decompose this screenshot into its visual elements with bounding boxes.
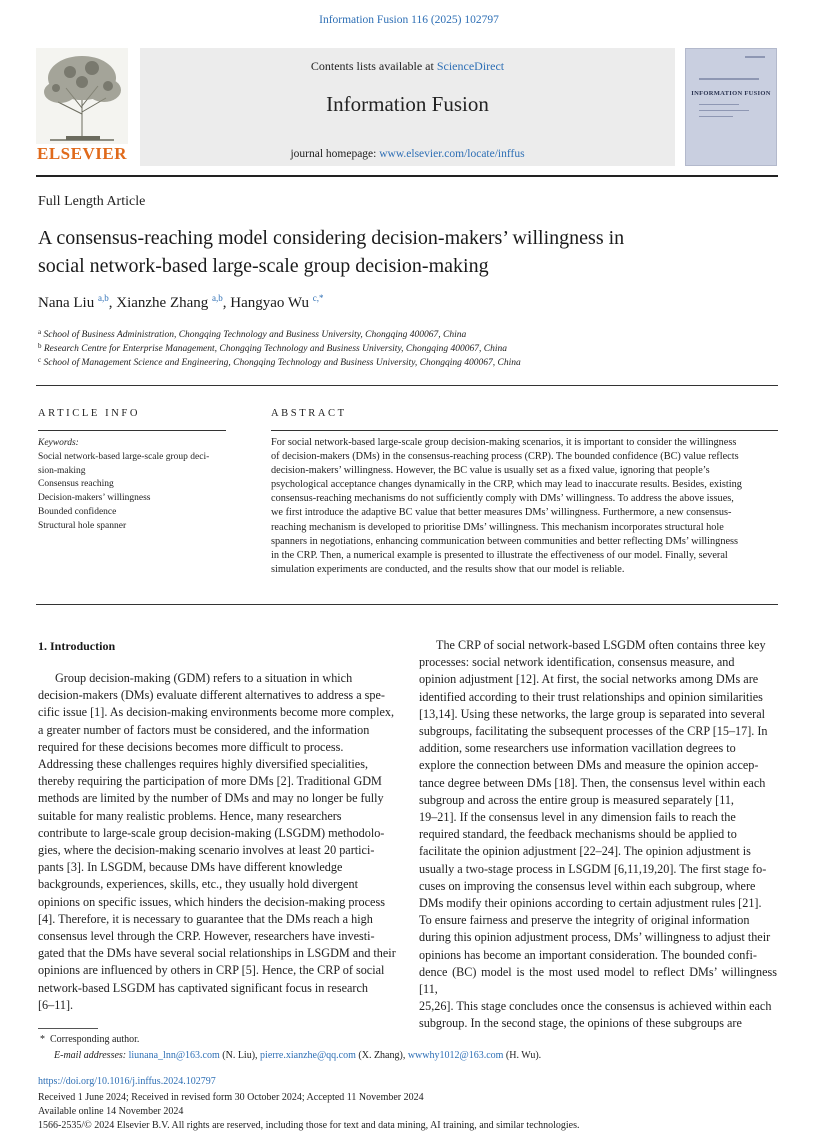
author-list: Nana Liu $^{a,b}$, Xianzhe Zhang $^{a,b}$, Hangyao Wu $^{c,*}$ xyxy=(38,293,324,311)
abstract-line: in the CRP. Then, a numerical example is presented to illustrate the effectiveness of our model. Finally, several xyxy=(271,549,728,561)
cover-line xyxy=(699,78,759,80)
affiliation-text: School of Management Science and Engineering, Chongqing Technology and Business University, Chongqing 400067, China xyxy=(43,358,521,368)
abstract-heading: ABSTRACT xyxy=(271,408,347,419)
body-line: 25,26]. This stage concludes once the consensus is achieved within each xyxy=(419,999,772,1014)
affiliation-mark: b xyxy=(38,342,42,350)
body-line: during this opinion adjustment process, DMs’ willingness to adjust their xyxy=(419,930,771,945)
doi-link[interactable]: https://doi.org/10.1016/j.inffus.2024.102797 xyxy=(38,1076,216,1087)
body-line: The CRP of social network-based LSGDM often contains three key xyxy=(436,638,766,652)
cover-line xyxy=(699,110,749,111)
body-line: required standard, the feedback mechanisms should be applied to xyxy=(419,827,737,842)
body-line: identified according to their trust relationships and opinion similarities xyxy=(419,689,763,704)
affiliation xyxy=(38,356,521,368)
email-owner: (H. Wu). xyxy=(505,1050,542,1061)
body-line: pants [3]. In LSGDM, because DMs have different knowledge xyxy=(38,860,343,875)
journal-homepage xyxy=(140,148,675,160)
homepage-link[interactable]: www.elsevier.com/locate/inffus xyxy=(379,148,525,160)
author-affiliation-mark[interactable]: c,* xyxy=(312,293,324,303)
body-line: 19–21]. If the consensus level in any dimension fails to reach the xyxy=(419,810,736,825)
affiliation-text: Research Centre for Enterprise Management, Chongqing Technology and Business University, Chongqing 400067, China xyxy=(43,344,507,354)
abstract-line: we first introduce the adaptive BC value that better measures DMs’ willingness. Furthermore, a new consensus- xyxy=(271,507,732,519)
journal-reference[interactable]: Information Fusion 116 (2025) 102797 xyxy=(319,14,499,26)
body-line: a greater number of factors must be considered, and the information xyxy=(38,722,370,737)
email-owner: (X. Zhang), xyxy=(358,1050,406,1061)
introduction-right-column xyxy=(419,637,777,1033)
abstract-line: consensus-reaching mechanisms do not sufficiently comply with DMs’ willingness. To address the above issues, xyxy=(271,493,734,505)
body-line: subgroup and across the entire group is measured separately [11, xyxy=(419,792,734,807)
journal-banner xyxy=(140,48,675,166)
body-line: contribute to large-scale group decision-making (LSGDM) methodolo- xyxy=(38,825,385,840)
body-line: opinions has become an important consideration. The bounded confi- xyxy=(419,947,757,962)
body-line: suitable for many realistic problems. Hence, many researchers xyxy=(38,808,342,823)
body-line: explore the connection between DMs and measure the opinion accep- xyxy=(419,758,759,773)
body-line: backgrounds, experiences, skills, etc., they usually hold divergent xyxy=(38,877,358,892)
author-affiliation-mark[interactable]: a,b xyxy=(212,293,223,303)
abstract-line: decision-makers’ willingness. However, the BC value is usually set as a fixed value, ignoring that people’s xyxy=(271,465,710,477)
abstract-line: simulation experiments are conducted, and the results show that our model is reliable. xyxy=(271,563,625,575)
introduction-left-column xyxy=(38,670,400,1014)
keyword-item[interactable]: Consensus reaching xyxy=(38,479,114,490)
body-line: gies, where the decision-making scenario involves at least 20 partici- xyxy=(38,843,375,858)
keyword-list xyxy=(38,451,228,533)
body-line: opinion adjustment [12]. At first, the social networks among DMs are xyxy=(419,672,759,687)
copyright-line: 1566-2535/© 2024 Elsevier B.V. All rights are reserved, including those for text and data mining, AI training, and similar technologies. xyxy=(38,1120,580,1131)
email-link[interactable]: pierre.xianzhe@qq.com xyxy=(260,1050,356,1061)
section-rule xyxy=(36,385,778,386)
body-line: usually a two-stage process in LSGDM [6,11,19,20]. The first stage fo- xyxy=(419,861,767,876)
body-line: [4]. Therefore, it is necessary to guarantee that the DMs reach a high xyxy=(38,911,373,926)
cover-title: INFORMATION FUSION xyxy=(691,90,771,97)
article-type: Full Length Article xyxy=(38,194,146,209)
keyword-item[interactable]: Bounded confidence xyxy=(38,506,117,517)
keyword-item[interactable]: Decision-makers’ willingness xyxy=(38,493,151,504)
body-line: decision-makers (DMs) evaluate different alternatives to address a spe- xyxy=(38,688,385,703)
sciencedirect-link[interactable]: ScienceDirect xyxy=(436,59,505,73)
cover-line xyxy=(745,56,765,58)
email-link[interactable]: wwwhy1012@163.com xyxy=(407,1050,504,1061)
abstract-line: of decision-makers (DMs) in the consensus-reaching process (CRP). The bounded confidence (BC) value reflects xyxy=(271,451,739,463)
affiliation xyxy=(38,328,466,340)
body-line: facilitate the opinion adjustment [22–24]. The opinion adjustment is xyxy=(419,844,751,859)
journal-title: Information Fusion xyxy=(326,92,489,116)
body-line: subgroup. In the second stage, the opinions of these subgroups are xyxy=(419,1016,742,1031)
abstract-line: psychological acceptance changes dynamically in the CRP, which may lead to inaccurate results. Besides, existing xyxy=(271,479,742,491)
body-line: required for these decisions becomes more difficult to process. xyxy=(38,739,344,754)
contents-prefix: Contents lists available at xyxy=(310,59,434,73)
footnote-mark: * xyxy=(40,1034,45,1045)
keywords-label: Keywords: xyxy=(38,438,79,448)
abstract-line: spanners in negotiations, enhancing communication between communities and better reflecting DMs’ willingness xyxy=(271,535,739,547)
body-line: consensus level through the CRP. However, researchers have investi- xyxy=(38,929,375,944)
author-name[interactable]: Hangyao Wu xyxy=(230,295,309,311)
title-line: social network-based large-scale group decision-making xyxy=(38,255,489,277)
body-line: gated that the DMs have several social relationships in LSGDM and their xyxy=(38,946,396,961)
body-line: subgroups, facilitating the subsequent processes of the CRP [15–17]. In xyxy=(419,724,768,739)
cover-line xyxy=(699,116,733,117)
body-line: opinions are influenced by others in CRP [5]. Hence, the CRP of social xyxy=(38,963,385,978)
body-line: Addressing these challenges requires highly diversified specialities, xyxy=(38,757,368,772)
elsevier-logo xyxy=(36,48,128,166)
email-addresses xyxy=(54,1050,541,1061)
body-line: DMs modify their opinions according to certain adjustment rules [21]. xyxy=(419,896,762,911)
cover-background xyxy=(685,48,777,166)
body-line: network-based LSGDM has captivated significant focus in research xyxy=(38,980,368,995)
abstract-rule xyxy=(271,430,778,431)
email-link[interactable]: liunana_lnn@163.com xyxy=(128,1050,220,1061)
elsevier-tree-icon xyxy=(36,48,128,144)
keyword-item[interactable]: Social network-based large-scale group deci- xyxy=(38,452,210,462)
article-info-rule xyxy=(38,430,226,431)
body-line: addition, some researchers use information vacillation degrees to xyxy=(419,741,736,756)
affiliation xyxy=(38,342,507,354)
abstract-line: For social network-based large-scale group decision-making scenarios, it is important to consider the willingness xyxy=(271,437,737,448)
footnote-rule xyxy=(38,1028,98,1029)
body-line: [13,14]. Using these networks, the large group is separated into several xyxy=(419,706,766,721)
body-line: methods are limited by the number of DMs and may no longer be fully xyxy=(38,791,384,806)
affiliation-text: School of Business Administration, Chongqing Technology and Business University, Chongqing 400067, China xyxy=(43,330,467,340)
header-rule xyxy=(36,175,778,177)
article-title xyxy=(38,224,738,280)
body-line: [6–11]. xyxy=(38,997,74,1012)
online-date: Available online 14 November 2024 xyxy=(38,1106,184,1117)
contents-availability xyxy=(140,59,675,74)
abstract-line: reaching mechanism is developed to prioritise DMs’ willingness. This mechanism incorporates structural hole xyxy=(271,521,724,533)
cover-line xyxy=(699,104,739,105)
abstract-body xyxy=(271,436,778,577)
keyword-item[interactable]: Structural hole spanner xyxy=(38,520,127,531)
body-line: To ensure fairness and preserve the integrity of original information xyxy=(419,913,750,928)
homepage-prefix: journal homepage: xyxy=(290,148,377,160)
author-affiliation-mark[interactable]: a,b xyxy=(97,293,109,303)
affiliation-mark: c xyxy=(38,356,42,364)
corresponding-author-note xyxy=(40,1034,139,1045)
elsevier-wordmark: ELSEVIER xyxy=(37,144,127,163)
keyword-item[interactable]: sion-making xyxy=(38,465,86,476)
body-line: opinions on specific issues, which hinders the decision-making process xyxy=(38,894,385,909)
email-label: E-mail addresses: xyxy=(54,1050,127,1061)
journal-cover-thumbnail[interactable] xyxy=(685,48,777,166)
body-line: dence (BC) model is the most used model to reflect DMs’ willingness [11, xyxy=(419,964,777,997)
body-line: Group decision-making (GDM) refers to a situation in which xyxy=(55,671,353,685)
author-name[interactable]: Xianzhe Zhang xyxy=(116,295,209,311)
article-info-heading: ARTICLE INFO xyxy=(38,408,141,419)
body-line: cific issue [1]. As decision-making environments become more complex, xyxy=(38,705,395,720)
article-history: Received 1 June 2024; Received in revised form 30 October 2024; Accepted 11 November 2024 xyxy=(38,1092,424,1103)
author-name[interactable]: Nana Liu xyxy=(38,295,95,311)
footnote-text: Corresponding author. xyxy=(50,1034,140,1045)
body-line: cuses on improving the consensus level within each subgroup, where xyxy=(419,878,756,893)
title-line: A consensus-reaching model considering decision-makers’ willingness in xyxy=(38,227,625,249)
body-line: thereby requiring the participation of more DMs [2]. Traditional GDM xyxy=(38,774,382,789)
email-owner: (N. Liu), xyxy=(222,1050,258,1061)
affiliation-mark: a xyxy=(38,328,42,336)
body-line: tance degree between DMs [18]. Then, the consensus level within each xyxy=(419,775,766,790)
introduction-heading: 1. Introduction xyxy=(38,639,116,653)
section-rule xyxy=(36,604,778,605)
body-line: processes: social network identification, consensus measure, and xyxy=(419,655,735,670)
